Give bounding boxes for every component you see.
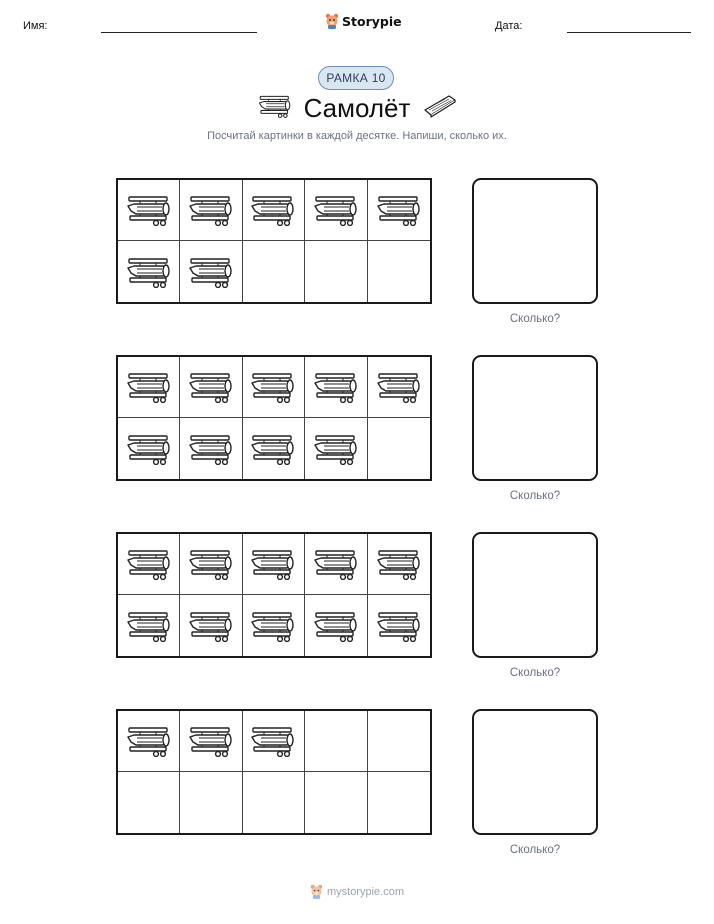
biplane-icon (313, 548, 359, 580)
footer-site: mystorypie.com (326, 885, 405, 898)
biplane-icon (188, 548, 234, 580)
frame-cell (118, 772, 180, 833)
ten-frame-1 (116, 178, 432, 304)
count-label-2: Сколько? (509, 490, 561, 502)
brand-logo (325, 13, 402, 29)
answer-box-3[interactable] (472, 532, 598, 658)
frame-cell (118, 180, 180, 241)
frame-cell (180, 241, 242, 302)
frame-badge: РАМКА 10 (318, 66, 394, 90)
answer-box-1[interactable] (472, 178, 598, 304)
ten-frame-4 (116, 709, 432, 835)
frame-cell (243, 595, 305, 656)
frame-cell (118, 357, 180, 418)
frame-cell (118, 711, 180, 772)
frame-cell (368, 180, 430, 241)
frame-cell (118, 418, 180, 479)
biplane-icon (313, 610, 359, 642)
date-field[interactable] (567, 32, 691, 33)
biplane-icon (250, 433, 296, 465)
name-field[interactable] (101, 32, 257, 33)
biplane-icon (313, 433, 359, 465)
frame-cell (305, 418, 367, 479)
biplane-icon (376, 548, 422, 580)
name-label: Имя: (23, 20, 48, 32)
biplane-icon (188, 256, 234, 288)
frame-cell (305, 241, 367, 302)
frame-cell (118, 241, 180, 302)
answer-box-2[interactable] (472, 355, 598, 481)
biplane-icon (126, 725, 172, 757)
biplane-icon (126, 256, 172, 288)
biplane-icon (188, 725, 234, 757)
frame-cell (305, 534, 367, 595)
count-label-3: Сколько? (509, 667, 561, 679)
frame-cell (180, 180, 242, 241)
frame-cell (180, 711, 242, 772)
biplane-icon (188, 194, 234, 226)
frame-cell (305, 357, 367, 418)
brand-name: Storypie (342, 13, 402, 29)
frame-cell (180, 357, 242, 418)
biplane-icon (126, 371, 172, 403)
biplane-icon (250, 725, 296, 757)
frame-cell (243, 180, 305, 241)
ten-frame-3 (116, 532, 432, 658)
biplane-icon (376, 610, 422, 642)
frame-cell (368, 711, 430, 772)
biplane-icon (126, 610, 172, 642)
ten-frame-2 (116, 355, 432, 481)
count-label-1: Сколько? (509, 313, 561, 325)
frame-cell (118, 595, 180, 656)
biplane-icon (250, 194, 296, 226)
biplane-icon (376, 194, 422, 226)
biplane-icon (126, 194, 172, 226)
frame-cell (305, 711, 367, 772)
frame-cell (180, 418, 242, 479)
biplane-icon (188, 610, 234, 642)
frame-cell (180, 772, 242, 833)
biplane-icon (250, 548, 296, 580)
answer-box-4[interactable] (472, 709, 598, 835)
frame-cell (118, 534, 180, 595)
biplane-icon (313, 371, 359, 403)
storypie-bear-icon (325, 13, 339, 29)
biplane-icon (188, 371, 234, 403)
frame-cell (368, 357, 430, 418)
biplane-icon (250, 610, 296, 642)
instruction-text: Посчитай картинки в каждой десятке. Напиши, сколько их. (207, 130, 507, 142)
wood-plank-icon (423, 94, 457, 118)
biplane-icon (126, 433, 172, 465)
frame-cell (243, 711, 305, 772)
date-label: Дата: (495, 20, 523, 32)
frame-cell (368, 241, 430, 302)
frame-cell (368, 595, 430, 656)
page-title: Самолёт (303, 93, 411, 123)
frame-cell (305, 180, 367, 241)
frame-cell (305, 595, 367, 656)
frame-cell (180, 534, 242, 595)
frame-cell (243, 772, 305, 833)
frame-cell (368, 534, 430, 595)
frame-cell (243, 241, 305, 302)
count-label-4: Сколько? (509, 844, 561, 856)
frame-cell (243, 418, 305, 479)
biplane-icon (250, 371, 296, 403)
storypie-bear-icon (310, 884, 323, 899)
frame-cell (243, 357, 305, 418)
biplane-icon (126, 548, 172, 580)
frame-cell (305, 772, 367, 833)
frame-cell (243, 534, 305, 595)
footer (0, 884, 714, 899)
biplane-icon (188, 433, 234, 465)
frame-cell (368, 418, 430, 479)
biplane-icon (376, 371, 422, 403)
frame-cell (180, 595, 242, 656)
biplane-icon (313, 194, 359, 226)
frame-cell (368, 772, 430, 833)
